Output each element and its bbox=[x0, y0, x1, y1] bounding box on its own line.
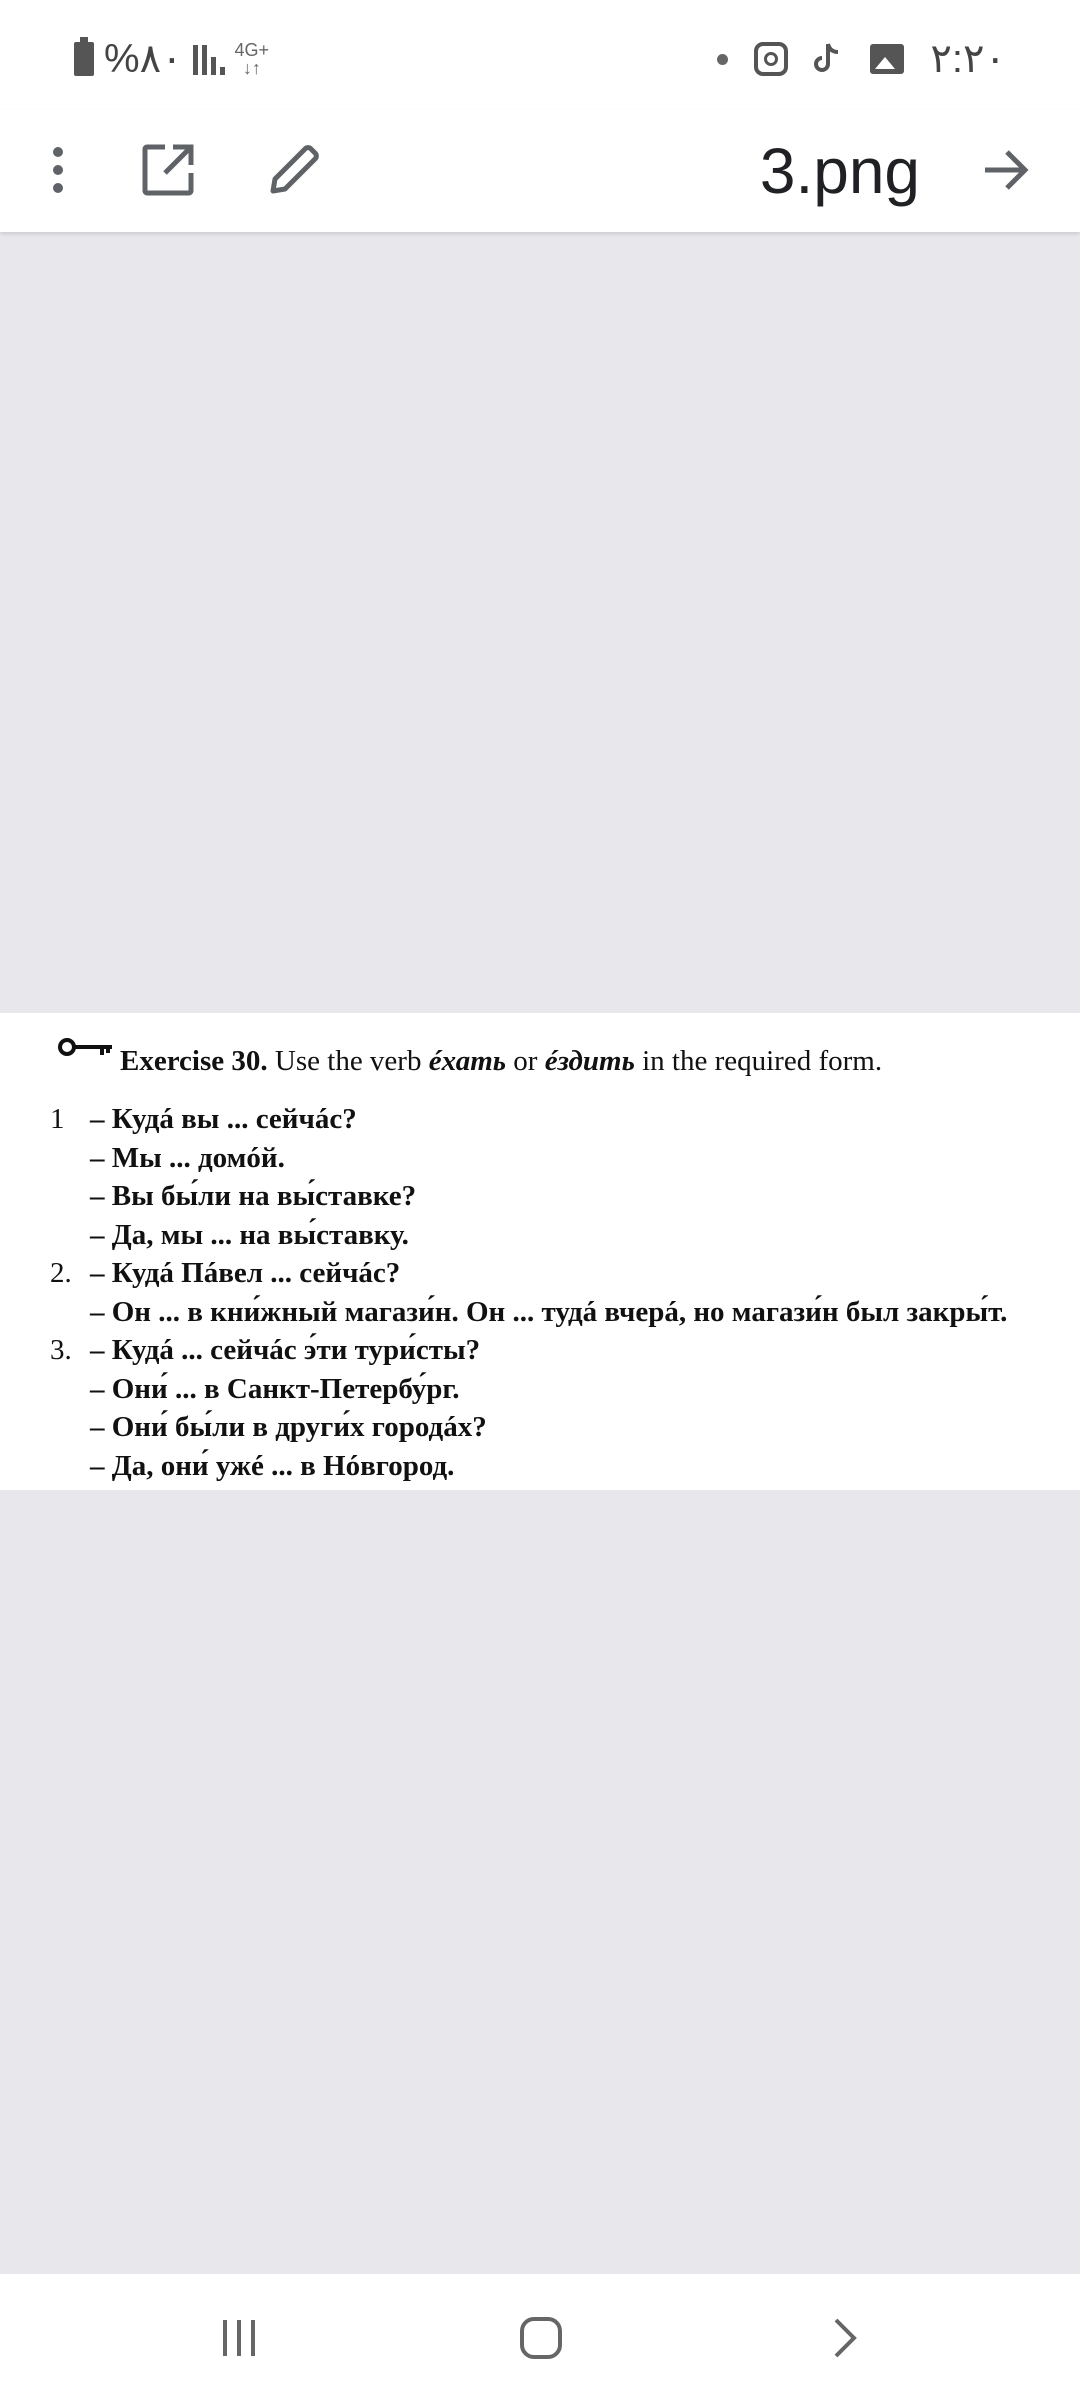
more-vert-icon bbox=[50, 146, 66, 194]
recents-button[interactable] bbox=[194, 2298, 284, 2378]
exercise-header bbox=[120, 1045, 882, 1078]
line-text: – Вы бы́ли на вы́ставке? bbox=[90, 1180, 417, 1212]
edit-pencil-icon bbox=[267, 143, 321, 197]
back-button[interactable] bbox=[800, 2298, 890, 2378]
tiktok-icon bbox=[814, 42, 844, 76]
line-text: – Да, они́ ужé ... в Нóвгород. bbox=[90, 1449, 455, 1482]
line-text: – Кудá Пáвел ... сейчáс? bbox=[90, 1257, 401, 1289]
signal-icon bbox=[193, 43, 225, 75]
status-bar bbox=[0, 0, 1080, 110]
dot-icon bbox=[717, 54, 728, 65]
status-left bbox=[74, 36, 269, 82]
header-text-1: Use the verb bbox=[267, 1045, 429, 1077]
forward-button[interactable] bbox=[966, 130, 1046, 210]
header-or: or bbox=[506, 1045, 545, 1077]
line-text: – Мы ... домóй. bbox=[90, 1141, 285, 1174]
file-title: 3.png bbox=[759, 135, 920, 207]
battery-icon bbox=[74, 42, 94, 76]
home-button[interactable] bbox=[496, 2298, 586, 2378]
recents-icon bbox=[219, 2318, 259, 2358]
header-text-2: in the required form. bbox=[634, 1045, 883, 1077]
instagram-icon bbox=[754, 42, 788, 76]
back-icon bbox=[830, 2316, 860, 2360]
open-with-button[interactable] bbox=[128, 130, 208, 210]
line-text: – Они́ бы́ли в други́х городáх? bbox=[90, 1411, 487, 1443]
data-arrows-icon: ↓↑ bbox=[242, 58, 261, 78]
network-type: 4G+ bbox=[234, 40, 270, 60]
document-image bbox=[0, 1013, 1080, 1490]
verb-2: éздить bbox=[544, 1045, 635, 1077]
home-icon bbox=[519, 2316, 563, 2360]
line-text: – Да, мы ... на вы́ставку. bbox=[90, 1218, 409, 1251]
edit-button[interactable] bbox=[254, 130, 334, 210]
line-number: 3. bbox=[50, 1334, 72, 1366]
line-text: – Кудá вы ... сейчáс? bbox=[90, 1103, 357, 1135]
more-options-button[interactable] bbox=[18, 130, 98, 210]
clock: ٢:٢٠ bbox=[930, 37, 1006, 81]
key-icon bbox=[58, 1037, 114, 1063]
line-text: – Кудá ... сейчáс э́ти тури́сты? bbox=[90, 1334, 481, 1366]
exercise-number: Exercise 30. bbox=[120, 1045, 268, 1077]
navigation-bar bbox=[0, 2274, 1080, 2400]
battery-percent: %٨٠ bbox=[104, 37, 183, 81]
open-external-icon bbox=[141, 143, 195, 197]
line-number: 2. bbox=[50, 1257, 72, 1289]
line-number: 1 bbox=[50, 1103, 65, 1135]
network-indicator bbox=[235, 41, 270, 77]
arrow-forward-icon bbox=[981, 148, 1031, 192]
verb-1: éхать bbox=[428, 1045, 507, 1077]
line-text: – Он ... в кни́жный магази́н. Он ... тудá вчерá, но магази́н был закры́т. bbox=[90, 1295, 1008, 1328]
gallery-icon bbox=[870, 44, 904, 74]
status-right bbox=[717, 36, 1006, 82]
app-bar bbox=[0, 110, 1080, 232]
line-text: – Они́ ... в Санкт-Петербу́рг. bbox=[90, 1372, 460, 1405]
